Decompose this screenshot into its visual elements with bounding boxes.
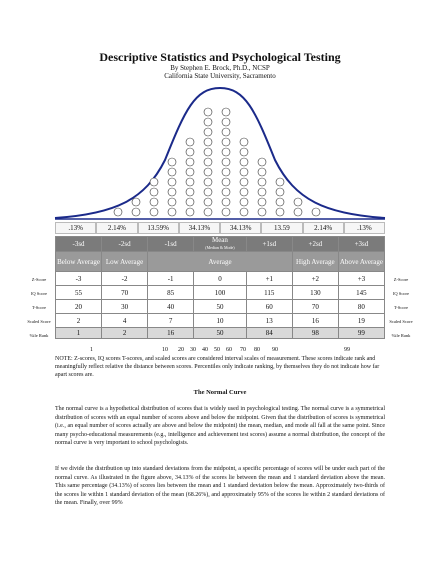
- row-label-scaled: Scaled Score: [27, 319, 51, 324]
- percentile-row: 1 2 16 50 84 98 99: [56, 328, 385, 339]
- axis-num: 30: [190, 347, 196, 353]
- smiley-icon: [204, 168, 212, 176]
- smiley-icon: [150, 208, 158, 216]
- scaled-row: 2 4 7 10 13 16 19: [56, 314, 385, 328]
- smiley-icon: [294, 208, 302, 216]
- axis-num: 1: [90, 347, 93, 353]
- row-label-iq: IQ Score: [30, 291, 48, 296]
- smiley-icon: [240, 158, 248, 166]
- sd-cell: +2sd: [292, 237, 338, 252]
- note-text: NOTE: Z-scores, IQ scores T-scores, and scaled scores are considered interval scales of measurement. These scores indicate rank and meaningfully reflect relative the distance between scores. Percentiles only indicate ranking, by themselves they do not indicate how far apart scores are.: [55, 356, 380, 378]
- t-row: 20 30 40 50 60 70 80: [56, 300, 385, 314]
- smiley-icon: [168, 188, 176, 196]
- smiley-icon: [150, 188, 158, 196]
- iq-row: 55 70 85 100 115 130 145: [56, 286, 385, 300]
- smiley-icon: [240, 188, 248, 196]
- smiley-icon: [222, 148, 230, 156]
- category-cell: Average: [148, 252, 293, 272]
- row-label-t-right: T-Score: [393, 305, 409, 310]
- smiley-icon: [240, 208, 248, 216]
- axis-num: 99: [344, 347, 350, 353]
- smiley-icon: [222, 108, 230, 116]
- author-line: By Stephen E. Brock, Ph.D., NCSP: [170, 64, 270, 72]
- sd-cell: +3sd: [338, 237, 384, 252]
- smiley-icon: [132, 208, 140, 216]
- smiley-icon: [186, 138, 194, 146]
- row-label-iq-right: IQ Score: [392, 291, 410, 296]
- smiley-icon: [186, 198, 194, 206]
- smiley-icon: [258, 178, 266, 186]
- pct-cell: .13%: [344, 222, 385, 234]
- smiley-icon: [222, 118, 230, 126]
- category-row: [56, 252, 385, 272]
- smiley-icon: [258, 198, 266, 206]
- smiley-icon: [258, 208, 266, 216]
- smiley-icon: [168, 178, 176, 186]
- normal-curve-figure: [0, 0, 440, 240]
- smiley-icon: [186, 208, 194, 216]
- smiley-icon: [276, 178, 284, 186]
- row-label-z-right: Z-Score: [393, 277, 409, 282]
- smiley-icon: [204, 178, 212, 186]
- category-cell: Above Average: [338, 252, 384, 272]
- smiley-icon: [222, 128, 230, 136]
- smiley-icon: [204, 188, 212, 196]
- smiley-icon: [168, 158, 176, 166]
- sd-cell: +1sd: [246, 237, 292, 252]
- smiley-icon: [222, 168, 230, 176]
- normal-curve: [55, 88, 385, 218]
- section-title: The Normal Curve: [193, 389, 247, 396]
- smiley-icon: [168, 208, 176, 216]
- smiley-icon: [258, 188, 266, 196]
- paragraph: The normal curve is a hypothetical distribution of scores that is widely used in psychological testing. The normal curve is a symmetrical distribution of scores with an equal number of scores above and below the midpoint. Given that the distribution of scores is symmetrical (i.e., an equal number of scores actually are above and below the midpoint) the mean, median, and mode all fall at the same point. Since many psycho-educational measurements (e.g., intelligence and achievement test scores) assume a normal distribution, the concept of the normal curve is very important to school psychologists.: [55, 406, 385, 447]
- axis-num: 10: [162, 347, 168, 353]
- smiley-icon: [240, 178, 248, 186]
- category-cell: High Average: [292, 252, 338, 272]
- axis-num: 80: [254, 347, 260, 353]
- row-label-pct: %ile Rank: [29, 333, 49, 338]
- z-row: -3 -2 -1 0 +1 +2 +3: [56, 272, 385, 286]
- smiley-icon: [276, 208, 284, 216]
- smiley-icon: [168, 198, 176, 206]
- smiley-icon: [222, 158, 230, 166]
- pct-cell: 13.59%: [138, 222, 179, 234]
- curve-percent-row: [55, 222, 385, 234]
- axis-num: 70: [240, 347, 246, 353]
- smiley-icon: [186, 178, 194, 186]
- category-cell: Below Average: [56, 252, 102, 272]
- axis-num: 40: [202, 347, 208, 353]
- sd-cell: -1sd: [148, 237, 194, 252]
- smiley-icon: [222, 188, 230, 196]
- smiley-icon: [312, 208, 320, 216]
- smiley-icon: [240, 138, 248, 146]
- sd-cell: -3sd: [56, 237, 102, 252]
- smiley-icon: [240, 148, 248, 156]
- category-cell: Low Average: [102, 252, 148, 272]
- pct-cell: 34.13%: [179, 222, 220, 234]
- smiley-icon: [222, 178, 230, 186]
- row-label-scaled-right: Scaled Score: [389, 319, 413, 324]
- smiley-icon: [186, 148, 194, 156]
- smiley-icon: [222, 198, 230, 206]
- smiley-icon: [258, 168, 266, 176]
- axis-num: 90: [272, 347, 278, 353]
- pct-cell: 2.14%: [303, 222, 344, 234]
- smiley-icon: [204, 148, 212, 156]
- smiley-icon: [294, 198, 302, 206]
- axis-num: 60: [226, 347, 232, 353]
- smiley-icon: [204, 128, 212, 136]
- pct-cell: .13%: [55, 222, 96, 234]
- smiley-icon: [222, 138, 230, 146]
- smiley-icon: [276, 188, 284, 196]
- smiley-icon: [240, 198, 248, 206]
- smiley-icon: [150, 198, 158, 206]
- smiley-icon: [186, 188, 194, 196]
- row-label-z: Z-Score: [31, 277, 47, 282]
- smiley-icon: [204, 158, 212, 166]
- smiley-icon: [150, 178, 158, 186]
- pct-cell: 2.14%: [96, 222, 137, 234]
- smiley-icon: [204, 118, 212, 126]
- smiley-icon: [276, 198, 284, 206]
- mean-sub: (Median & Mode): [205, 245, 235, 250]
- smiley-icon: [222, 208, 230, 216]
- axis-num: 20: [178, 347, 184, 353]
- smiley-icon: [258, 158, 266, 166]
- smiley-icon: [240, 168, 248, 176]
- affiliation-line: California State University, Sacramento: [164, 72, 276, 80]
- mean-label: Mean: [211, 236, 228, 244]
- smiley-icon: [204, 138, 212, 146]
- sd-cell-mean: [194, 237, 247, 252]
- pct-cell: 13.59: [261, 222, 302, 234]
- pct-cell: 34.13%: [220, 222, 261, 234]
- paragraph: If we divide the distribution up into standard deviations from the midpoint, a specific percentage of scores will be under each part of the normal curve. As illustrated in the figure above, 34.13% of the scores lie between the mean and 1 standard deviation above the mean. This same percentage (34.13%) of scores lies between the mean and 1 standard deviation below the mean. Approximately two-thirds of the scores lie within 1 standard deviation of the mean (68.26%), and approximately 95% of the scores lie within 2 standard deviations of the mean. Finally, over 99%: [55, 466, 385, 507]
- sd-cell: -2sd: [102, 237, 148, 252]
- row-label-pct-right: %ile Rank: [391, 333, 411, 338]
- axis-num: 50: [214, 347, 220, 353]
- smiley-stacks: [114, 108, 320, 216]
- smiley-icon: [168, 168, 176, 176]
- smiley-icon: [186, 158, 194, 166]
- smiley-icon: [204, 208, 212, 216]
- page-title: Descriptive Statistics and Psychological Testing: [99, 50, 341, 64]
- smiley-icon: [186, 168, 194, 176]
- smiley-icon: [204, 108, 212, 116]
- score-table: [55, 236, 385, 339]
- smiley-icon: [204, 198, 212, 206]
- sd-row: [56, 237, 385, 252]
- smiley-icon: [132, 198, 140, 206]
- smiley-icon: [114, 208, 122, 216]
- row-label-t: T-Score: [31, 305, 47, 310]
